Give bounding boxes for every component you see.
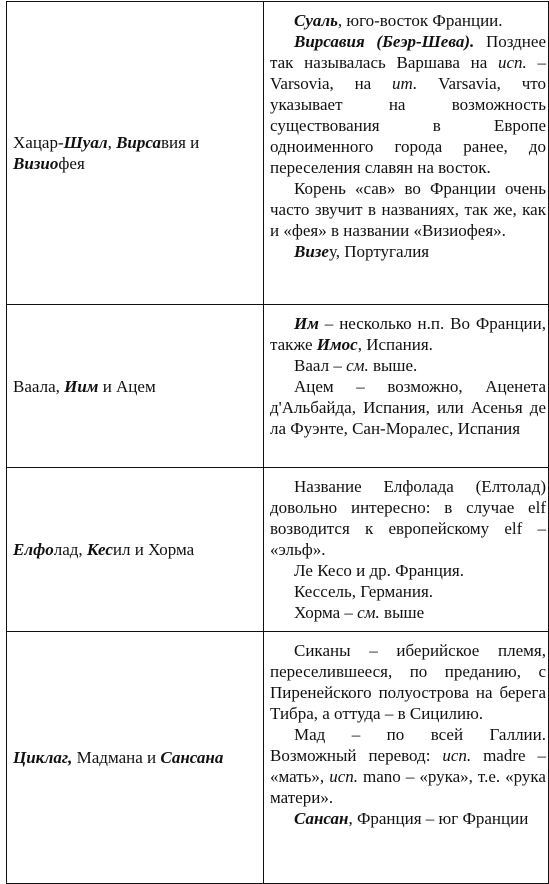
text-run: у, Португалия: [328, 242, 430, 261]
paragraph: [270, 31, 546, 178]
text-run: , юго-восток Франции.: [337, 11, 503, 30]
right-cell-text: [270, 313, 546, 439]
text-run: Хорма –: [294, 603, 358, 622]
text-run: Елфо: [13, 540, 54, 559]
text-run: , Испания.: [357, 335, 433, 354]
text-run: Сансана: [160, 748, 224, 767]
text-run: – Varsovia, на: [270, 53, 547, 93]
text-run: ,: [107, 133, 117, 152]
text-run: фея: [58, 154, 85, 173]
text-run: Иим: [64, 376, 99, 396]
paragraph: [270, 178, 546, 241]
text-run: ил и Хорма: [112, 540, 195, 559]
text-run: вия и: [160, 133, 200, 152]
left-cell-text: [13, 747, 259, 768]
text-run: исп.: [442, 746, 472, 765]
text-run: и Ацем: [98, 376, 156, 396]
text-run: Ваал –: [294, 356, 347, 375]
paragraph: [270, 560, 546, 581]
right-cell: [264, 305, 549, 468]
text-run: Кес: [86, 540, 113, 559]
text-run: Вирса: [116, 133, 161, 152]
right-cell: [264, 632, 549, 884]
text-run: Вирсавия (Беэр-Шева).: [294, 32, 475, 51]
text-run: madre – «мать»,: [270, 746, 546, 786]
table-row: [7, 305, 549, 468]
left-cell-text: [13, 376, 259, 397]
text-run: , Франция – юг Франции: [348, 809, 529, 828]
right-cell-text: [270, 476, 546, 623]
text-run: mano – «рука», т.е. «рука матери».: [270, 767, 546, 807]
text-run: Кессель, Германия.: [294, 582, 434, 601]
text-run: Циклаг,: [13, 748, 73, 767]
paragraph: [270, 724, 546, 808]
text-run: Ацем – возможно, Аценета д'Альбайда, Испания, или Асенья де ла Фуэнте, Сан-Моралес, Испания: [270, 377, 546, 438]
text-run: исп.: [329, 767, 358, 786]
text-run: ит.: [392, 74, 418, 93]
table-row: [7, 632, 549, 884]
left-cell-text: [13, 132, 259, 174]
text-run: лад,: [53, 540, 87, 559]
paragraph: [270, 10, 546, 31]
text-run: Позднее так называлась Варшава на: [270, 32, 546, 72]
right-cell: [264, 2, 549, 305]
left-cell: [7, 2, 264, 305]
text-run: Хацар-: [13, 133, 64, 152]
paragraph: [270, 808, 546, 829]
text-run: см.: [346, 356, 369, 375]
table-row: [7, 468, 549, 632]
text-run: Суаль: [294, 11, 338, 30]
paragraph: [270, 313, 546, 355]
right-cell-text: [270, 10, 546, 262]
paragraph: [270, 376, 546, 439]
text-run: исп.: [497, 53, 527, 72]
text-run: Мадмана и: [72, 748, 161, 767]
text-run: Им: [294, 314, 319, 333]
paragraph: [270, 602, 546, 623]
toponym-table: [6, 1, 549, 884]
table-row: [7, 2, 549, 305]
right-cell: [264, 468, 549, 632]
text-run: Шуал: [63, 133, 108, 152]
text-run: Имос: [316, 335, 358, 354]
paragraph: [270, 640, 546, 724]
text-run: см.: [357, 603, 380, 622]
left-cell-text: [13, 539, 259, 560]
left-cell: [7, 305, 264, 468]
paragraph: [270, 355, 546, 376]
text-run: выше.: [368, 356, 418, 375]
left-cell: [7, 632, 264, 884]
right-cell-text: [270, 640, 546, 829]
paragraph: [270, 241, 546, 262]
text-run: Корень «сав» во Франции очень часто звучит в названиях, так же, как и «фея» в названии «Визиофея».: [270, 179, 546, 240]
text-run: – несколько н.п. Во Франции, также: [270, 314, 546, 354]
text-run: выше: [379, 603, 425, 622]
text-run: Мад – по всей Галлии. Возможный перевод:: [270, 725, 546, 765]
text-run: Визе: [294, 242, 329, 261]
text-run: Varsavia, что указывает на возможность существования в Европе одноименного города ранее, до переселения славян на восток.: [270, 74, 546, 177]
text-run: Визио: [13, 154, 59, 173]
text-run: Сиканы – иберийское племя, переселившееся, по преданию, с Пиренейского полуострова на берега Тибра, а оттуда – в Сицилию.: [270, 641, 546, 723]
left-cell: [7, 468, 264, 632]
text-run: Ле Кесо и др. Франция.: [294, 561, 464, 580]
text-run: Сансан: [294, 809, 349, 828]
text-run: Название Елфолада (Елтолад) довольно интересно: в случае elf возводится к европейскому elf – «эльф».: [270, 477, 546, 559]
paragraph: [270, 581, 546, 602]
text-run: Ваала,: [13, 376, 65, 396]
paragraph: [270, 476, 546, 560]
